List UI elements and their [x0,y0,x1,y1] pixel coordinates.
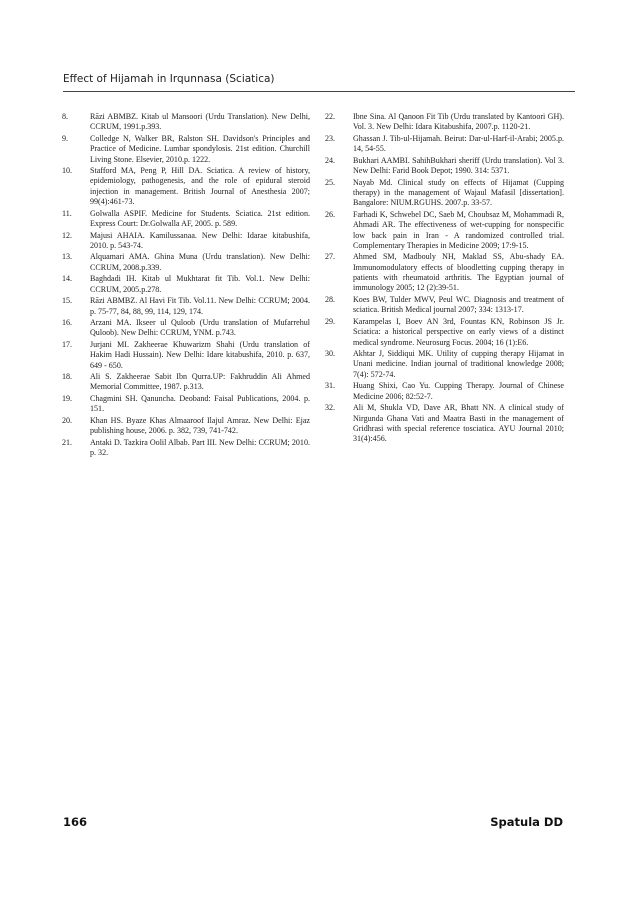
reference-number: 9. [62,133,69,143]
reference-item [325,177,564,209]
reference-list-right [325,112,564,446]
reference-number: 22. [325,112,336,121]
reference-text: Golwalla ASPIF. Medicine for Students. Sciatica. 21st edition. Express Court: Dr.Golwalla AF, 2005. p. 589. [90,208,310,228]
reference-text: Farhadi K, Schwebel DC, Saeb M, Choubsaz M, Mohammadi R, Ahmadi AR. The effectiveness of wet-cupping for nonspecific low back pain in Iran - A randomized controlled trial. Complementary Therapies in Medicine 2009; 17:9-15. [353,209,564,250]
reference-text: Ibne Sina. Al Qanoon Fit Tib (Urdu translated by Kantoori GH). Vol. 3. New Delhi: Idara Kitabushifa, 2007.p. 1120-21. [353,112,564,132]
reference-item [62,208,310,230]
reference-text: Baghdadi IH. Kitab ul Mukhtarat fit Tib. Vol.1. New Delhi: CCRUM, 2005.p.278. [90,274,310,294]
reference-number: 27. [325,252,336,262]
reference-number: 25. [325,177,336,187]
reference-text: Rāzi ABMBZ. Kitab ul Mansoori (Urdu Translation). New Delhi, CCRUM, 1991.p.393. [90,112,310,132]
reference-item [325,133,564,155]
header-divider [63,91,575,92]
reference-item [325,294,564,316]
reference-text: Nayab Md. Clinical study on effects of Hijamat (Cupping therapy) in the management of Wajaul Mafasil [dissertation]. Bangalore: NIUM.RGUHS. 2007.p. 33-57. [353,177,564,208]
reference-number: 30. [325,349,336,359]
reference-item [62,166,310,207]
reference-number: 24. [325,155,336,165]
reference-number: 8. [62,112,69,121]
reference-text: Majusi AHAIA. Kamilussanaa. New Delhi: Idarae kitabushifa, 2010. p. 543-74. [90,230,310,250]
reference-number: 32. [325,403,336,413]
reference-text: Akhtar J, Siddiqui MK. Utility of cupping therapy Hijamat in Unani medicine. Indian journal of traditional knowledge 2008; 7(4): 572-74. [353,349,564,379]
reference-number: 15. [62,296,73,306]
reference-text: Chagmini SH. Qanuncha. Deoband: Faisal Publications, 2004. p. 151. [90,394,310,414]
reference-text: Arzani MA. Ikseer ul Quloob (Urdu translation of Mufarrehul Quloob). New Delhi: CCRUM, YNM. p.743. [90,318,310,338]
reference-text: Colledge N, Walker BR, Ralston SH. Davidson's Principles and Practice of Medicine. Lumbar spondylosis. 21st edition. Churchill Living Stone. Elsevier, 2010.p. 1222. [90,133,310,164]
reference-text: Rāzi ABMBZ. Al Havi Fit Tib. Vol.11. New Delhi: CCRUM; 2004. p. 75-77, 84, 88, 99, 114, 129, 174. [90,296,310,316]
reference-number: 18. [62,372,73,382]
reference-number: 29. [325,316,336,326]
reference-item [325,209,564,251]
reference-number: 13. [62,252,73,262]
reference-item [62,296,310,317]
reference-item [62,112,310,133]
reference-item [62,230,310,252]
reference-text: Ali S. Zakheerae Sabit Ibn Qurra.UP: Fakhruddin Ali Ahmed Memorial Committee, 1987. p.313. [90,372,310,392]
reference-number: 26. [325,209,336,219]
reference-item [325,112,564,133]
reference-item [325,316,564,348]
reference-item [325,155,564,177]
reference-item [62,274,310,295]
reference-text: Stafford MA, Peng P, Hill DA. Sciatica. A review of history, epidemiology, pathogenesis, and the role of epidural steroid injection in management. British Journal of Anesthesia 2007; 99(4):461-73. [90,166,310,207]
reference-item [325,381,564,402]
reference-text: Antaki D. Tazkira Oolil Albab. Part III. New Delhi: CCRUM; 2010. p. 32. [90,437,310,458]
reference-text: Koes BW, Tulder MWV, Peul WC. Diagnosis and treatment of sciatica. British Medical journal 2007; 334: 1313-17. [353,294,564,315]
reference-number: 28. [325,294,336,304]
reference-item [325,252,564,293]
reference-number: 16. [62,318,73,328]
reference-number: 12. [62,230,73,240]
reference-number: 20. [62,415,73,425]
reference-item [62,415,310,437]
reference-text: Alquamari AMA. Ghina Muna (Urdu translation). New Delhi: CCRUM, 2008.p.339. [90,252,310,272]
reference-text: Jurjani MI. Zakheerae Khuwarizm Shahi (Urdu translation of Hakim Hadi Hussain). New Delhi: Idare kitabushifa, 2010. p. 637, 649 - 650. [90,339,310,370]
reference-item [62,318,310,339]
reference-number: 10. [62,166,73,176]
reference-text: Ghassan J. Tib-ul-Hijamah. Beirut: Dar-ul-Harf-il-Arabi; 2005.p. 14, 54-55. [353,133,564,154]
page-number: 166 [63,815,88,829]
reference-number: 11. [62,208,72,218]
reference-text: Karampelas I, Boev AN 3rd, Fountas KN, Robinson JS Jr. Sciatica: a historical perspective on early views of a distinct medical syndrome. Neurosurg Focus. 2004; 16 (1):E6. [353,316,564,347]
reference-number: 21. [62,437,73,447]
reference-list-left [62,112,310,460]
running-title: Effect of Hijamah in Irqunnasa (Sciatica) [63,73,275,85]
reference-number: 23. [325,133,336,143]
reference-item [325,349,564,380]
reference-item [62,394,310,415]
running-header [63,73,575,89]
reference-item [62,372,310,393]
reference-number: 17. [62,339,73,349]
reference-item [62,339,310,371]
reference-number: 19. [62,394,73,403]
reference-number: 14. [62,274,73,284]
reference-text: Ali M, Shukla VD, Dave AR, Bhatt NN. A clinical study of Nirgunda Ghana Vati and Maatra Basti in the management of Gridhrasi with special reference tosciatica. AYU Journal 2010; 31(4):456. [353,403,564,444]
reference-item [62,252,310,273]
reference-text: Khan HS. Byaze Khas Almaaroof Ilajul Amraz. New Delhi: Ejaz publishing house, 2006. p. 382, 739, 741-742. [90,415,310,436]
reference-item [62,437,310,459]
reference-number: 31. [325,381,336,391]
reference-item [325,403,564,444]
reference-text: Bukhari AAMBI. SahihBukhari sheriff (Urdu translation). Vol 3. New Delhi: Farid Book Depot; 1990. 314: 5371. [353,155,564,176]
reference-item [62,133,310,165]
reference-text: Huang Shixi, Cao Yu. Cupping Therapy. Journal of Chinese Medicine 2006; 82:52-7. [353,381,564,401]
journal-name: Spatula DD [490,815,563,829]
reference-text: Ahmed SM, Madbouly NH, Maklad SS, Abu-shady EA. Immunomodulatory effects of bloodletting cupping therapy in patients with rheumatoid arthritis. The Egyptian journal of immunology 2005; 12 (2):39-51. [353,252,564,293]
